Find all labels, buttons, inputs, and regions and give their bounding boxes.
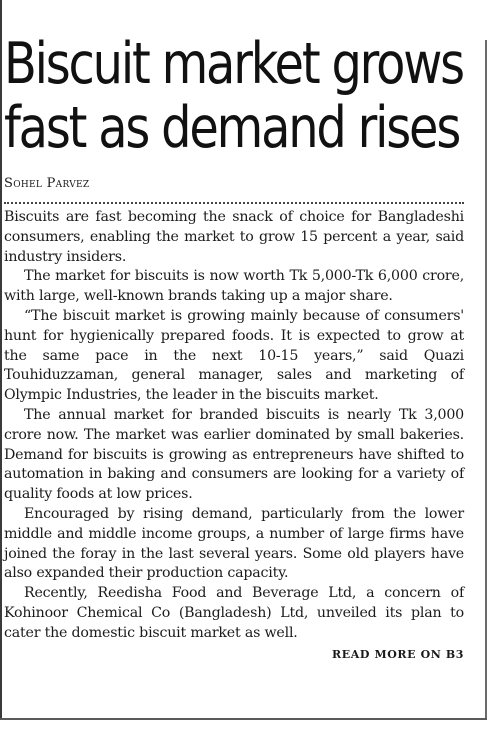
paragraph-3: “The biscuit market is growing mainly because of consumers' hunt for hygienically prepared foods. It is expected to grow at the same pace in the next 10-15 years,” said Quazi Touhiduzzaman, general manager, sales and marketing of Olympic Industries, the leader in the biscuits market. bbox=[4, 307, 464, 404]
right-column-rule bbox=[485, 40, 487, 720]
dotted-divider bbox=[4, 202, 464, 204]
paragraph-2: The market for biscuits is now worth Tk 5,000-Tk 6,000 crore, with large, well-known brands taking up a major share. bbox=[4, 268, 464, 305]
headline bbox=[4, 32, 464, 160]
article-body bbox=[4, 208, 464, 644]
paragraph-4: The annual market for branded biscuits is nearly Tk 3,000 crore now. The market was earlier dominated by small bakeries. Demand for biscuits is growing as entrepreneurs have shifted to automation in baking and consumers are looking for a variety of quality foods at low prices. bbox=[4, 406, 464, 503]
article bbox=[4, 32, 464, 664]
headline-line-1: Biscuit market grows bbox=[4, 31, 463, 97]
paragraph-5: Encouraged by rising demand, particularly from the lower middle and middle income groups, a number of large firms have joined the foray in the last several years. Some old players have also expanded their production capacity. bbox=[4, 505, 464, 582]
left-column-rule bbox=[0, 0, 2, 720]
byline: Sohel Parvez bbox=[4, 176, 90, 191]
paragraph-6: Recently, Reedisha Food and Beverage Ltd, a concern of Kohinoor Chemical Co (Bangladesh) Ltd, unveiled its plan to cater the domestic biscuit market as well. bbox=[4, 585, 464, 641]
headline-line-2: fast as demand rises bbox=[4, 95, 460, 161]
paragraph-1: Biscuits are fast becoming the snack of choice for Bangladeshi consumers, enabling the market to grow 15 percent a year, said industry insiders. bbox=[4, 209, 464, 265]
bottom-rule bbox=[0, 718, 487, 720]
read-more-link[interactable]: READ MORE ON B3 bbox=[332, 647, 464, 661]
